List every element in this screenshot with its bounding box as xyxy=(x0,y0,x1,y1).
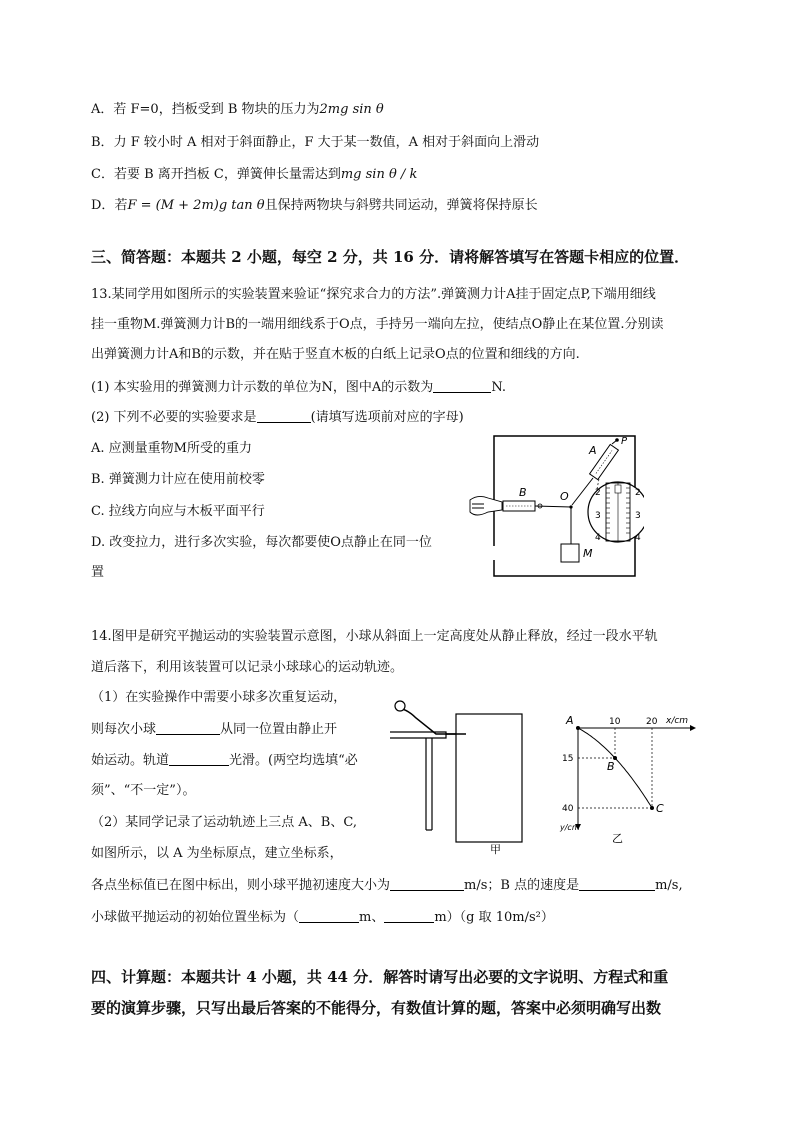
q13-stem-line-2: 挂一重物M.弹簧测力计B的一端用细线系于O点，手持另一端向左拉，使结点O静止在某位置.分别读 xyxy=(91,317,664,332)
q13-option-b: B. 弹簧测力计应在使用前校零 xyxy=(91,472,265,487)
section-4-heading-line-2: 要的演算步骤，只写出最后答案的不能得分，有数值计算的题，答案中必须明确写出数 xyxy=(91,999,662,1017)
scale-tick-label: 4 xyxy=(635,533,641,543)
q14-sub-1b: 则每次小球 从同一位置由静止开 xyxy=(91,722,338,737)
y-tick-label: 15 xyxy=(562,754,574,764)
section-3-heading: 三、简答题：本题共 2 小题，每空 2 分，共 16 分．请将解答填写在答题卡相应的位置． xyxy=(91,248,690,266)
point-label-c: C xyxy=(656,802,664,815)
answer-blank[interactable] xyxy=(433,378,491,393)
table-top xyxy=(390,732,446,738)
q14-sub-1c: 始运动。轨道 光滑。(两空均选填“必 xyxy=(91,753,358,768)
q14-sub-1d: 须”、“不一定”）。 xyxy=(91,783,196,798)
q13-stem-line-1: 13.某同学用如图所示的实验装置来验证“探究求合力的方法”.弹簧测力计A挂于固定点P,下端用细线 xyxy=(91,287,656,302)
scale-tick-label: 3 xyxy=(635,511,641,521)
y-tick-label: 40 xyxy=(562,804,574,814)
q14-sub-2a: （2）某同学记录了运动轨迹上三点 A、B、C, xyxy=(91,815,357,830)
formula: 2mg sin θ xyxy=(319,102,384,117)
label-m: M xyxy=(583,547,593,560)
q14-figure-jia xyxy=(386,700,526,860)
answer-blank[interactable] xyxy=(579,876,655,891)
figure-label-yi: 乙 xyxy=(612,832,623,845)
q14-sub-2d: 小球做平抛运动的初始位置坐标为（ m、 m）（g 取 10m/s²） xyxy=(91,910,554,925)
q13-sub-2: (2) 下列不必要的实验要求是 (请填写选项前对应的字母) xyxy=(91,410,464,425)
label-b: B xyxy=(519,486,527,499)
answer-blank[interactable] xyxy=(390,876,464,891)
q14-sub-1a: （1）在实验操作中需要小球多次重复运动， xyxy=(91,690,347,705)
figure-label-jia: 甲 xyxy=(490,843,501,856)
q13-option-c: C. 拉线方向应与木板平面平行 xyxy=(91,504,265,519)
scale-tick-label: 2 xyxy=(635,488,641,498)
answer-blank[interactable] xyxy=(257,408,311,423)
weight-m xyxy=(561,544,579,562)
scale-tick-label: 3 xyxy=(595,511,601,521)
section-4-heading-line-1: 四、计算题：本题共计 4 小题，共 44 分．解答时请写出必要的文字说明、方程式和重 xyxy=(91,968,669,986)
trajectory-point-a xyxy=(576,726,580,730)
option-12-c: C．若要 B 离开挡板 C，弹簧伸长量需达到mg sin θ / k xyxy=(91,167,418,182)
point-label-b: B xyxy=(607,760,615,773)
x-tick-label: 20 xyxy=(646,717,658,727)
answer-blank[interactable] xyxy=(156,720,220,735)
formula: F = (M + 2m)g tan θ xyxy=(127,198,265,213)
scale-tick-label: 4 xyxy=(595,533,601,543)
option-12-a: A．若 F=0，挡板受到 B 物块的压力为2mg sin θ xyxy=(91,102,384,117)
hand-icon xyxy=(470,496,502,515)
q14-sub-2b: 如图所示，以 A 为坐标原点，建立坐标系， xyxy=(91,846,343,861)
q14-stem-line-2: 道后落下，利用该装置可以记录小球球心的运动轨迹。 xyxy=(91,660,404,675)
label-p: P xyxy=(621,436,628,447)
x-axis-label: x/cm xyxy=(666,716,689,726)
answer-blank[interactable] xyxy=(384,908,434,923)
ball-icon xyxy=(395,701,405,711)
x-axis-arrow xyxy=(690,725,696,731)
y-axis-label: y/cm xyxy=(560,823,580,832)
record-board xyxy=(456,714,522,842)
x-tick-label: 10 xyxy=(609,717,621,727)
label-a: A xyxy=(589,444,597,457)
q14-stem-line-1: 14.图甲是研究平抛运动的实验装置示意图，小球从斜面上一定高度处从静止释放，经过一段水平轨 xyxy=(91,629,658,644)
q13-apparatus-figure xyxy=(464,430,644,580)
formula: mg sin θ / k xyxy=(340,167,418,182)
scale-tick-label: 2 xyxy=(595,488,601,498)
answer-blank[interactable] xyxy=(299,908,359,923)
option-12-b: B．力 F 较小时 A 相对于斜面静止，F 大于某一数值，A 相对于斜面向上滑动 xyxy=(91,135,540,150)
q13-stem-line-3: 出弹簧测力计A和B的示数，并在贴于竖直木板的白纸上记录O点的位置和细线的方向. xyxy=(91,347,580,362)
q13-option-d-cont: 置 xyxy=(91,565,105,580)
option-12-d: D．若F = (M + 2m)g tan θ且保持两物块与斜劈共同运动，弹簧将保持原长 xyxy=(91,198,538,213)
label-o: O xyxy=(560,490,569,503)
trajectory-point-c xyxy=(650,806,654,810)
q13-option-a: A. 应测量重物M所受的重力 xyxy=(91,441,252,456)
q13-option-d: D. 改变拉力，进行多次实验，每次都要使O点静止在同一位 xyxy=(91,535,432,550)
q13-sub-1: (1) 本实验用的弹簧测力计示数的单位为N，图中A的示数为 N. xyxy=(91,380,506,395)
q14-figure-yi-trajectory xyxy=(550,712,710,852)
q14-sub-2c: 各点坐标值已在图中标出，则小球平抛初速度大小为 m/s；B 点的速度是 m/s, xyxy=(91,878,683,893)
answer-blank[interactable] xyxy=(169,751,229,766)
point-label-a: A xyxy=(566,714,574,727)
